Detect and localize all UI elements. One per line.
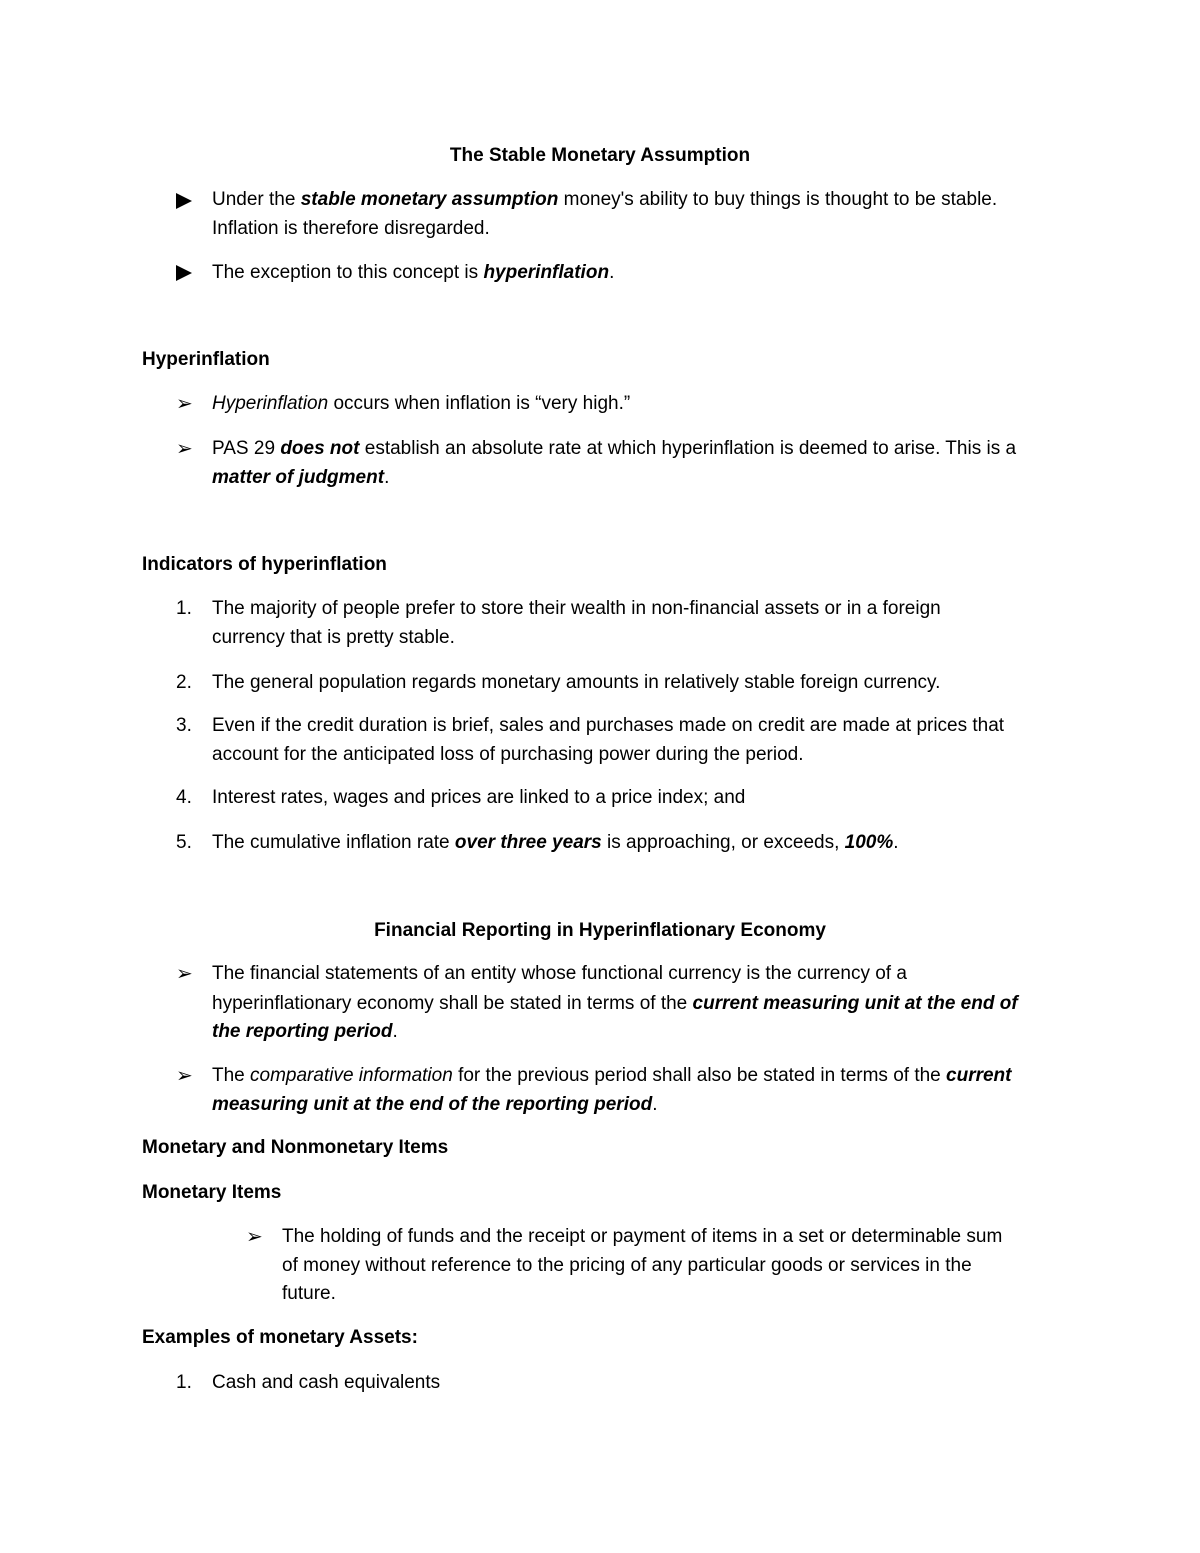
indicator-3-line2: account for the anticipated loss of purchasing power during the period. — [212, 744, 804, 765]
text-run: The — [212, 1065, 251, 1086]
list-number: 4. — [176, 787, 192, 808]
emphasis-text: does not — [280, 438, 360, 459]
list-number: 1. — [176, 598, 192, 619]
indicator-5 — [212, 832, 899, 854]
text-run: PAS 29 — [212, 438, 281, 459]
bullet-arrow-icon: ➢ — [246, 1226, 263, 1248]
bullet-triangle-icon — [176, 265, 192, 281]
section-title-stable-monetary: The Stable Monetary Assumption — [449, 145, 751, 166]
hyper-bullet-2-line2 — [212, 467, 389, 489]
text-run: Under the — [212, 189, 301, 210]
list-number: 3. — [176, 715, 192, 736]
emphasis-text: the reporting period — [212, 1021, 393, 1042]
text-run: The exception to this concept is — [212, 262, 484, 283]
text-run: is approaching, or exceeds, — [601, 832, 845, 853]
reporting-bullet-1-line1: The financial statements of an entity whose functional currency is the currency of a — [212, 963, 907, 984]
emphasis-text: matter of judgment — [212, 467, 385, 488]
reporting-bullet-2-line2 — [212, 1094, 657, 1116]
list-number: 2. — [176, 672, 192, 693]
text-run: The cumulative inflation rate — [212, 832, 455, 853]
stable-bullet-1-line2: Inflation is therefore disregarded. — [212, 218, 490, 239]
indicator-4: Interest rates, wages and prices are linked to a price index; and — [212, 787, 746, 808]
reporting-bullet-1-line3 — [212, 1021, 398, 1043]
list-number: 1. — [176, 1372, 192, 1393]
text-run: . — [384, 467, 390, 488]
bullet-arrow-icon: ➢ — [176, 963, 193, 985]
bullet-arrow-icon: ➢ — [176, 393, 193, 415]
hyper-bullet-1 — [212, 393, 630, 415]
emphasis-text: current — [946, 1065, 1012, 1086]
section-title-hyperinflation: Hyperinflation — [142, 349, 270, 370]
example-item-1: Cash and cash equivalents — [212, 1372, 441, 1393]
bullet-arrow-icon: ➢ — [176, 1065, 193, 1087]
bullet-triangle-icon — [176, 193, 192, 209]
emphasis-text: 100% — [844, 832, 894, 853]
indicator-3-line1: Even if the credit duration is brief, sales and purchases made on credit are made at prices that — [212, 715, 1005, 736]
monetary-items-bullet-line3: future. — [282, 1283, 336, 1304]
text-run: . — [609, 262, 615, 283]
stable-bullet-2 — [212, 262, 614, 284]
list-number: 5. — [176, 832, 192, 853]
italic-text: comparative information — [250, 1065, 453, 1086]
emphasis-text: current measuring unit at the end of — [692, 993, 1018, 1014]
subsection-title-monetary-items: Monetary Items — [142, 1182, 282, 1203]
monetary-items-bullet-line1: The holding of funds and the receipt or payment of items in a set or determinable sum — [282, 1226, 1003, 1247]
hyper-bullet-2-line1 — [212, 438, 1016, 460]
text-run: . — [392, 1021, 398, 1042]
indicator-2: The general population regards monetary amounts in relatively stable foreign currency. — [212, 672, 941, 693]
section-title-financial-reporting: Financial Reporting in Hyperinflationary Economy — [374, 920, 826, 941]
text-run: . — [893, 832, 899, 853]
emphasis-text: hyperinflation — [483, 262, 610, 283]
section-title-monetary-nonmonetary: Monetary and Nonmonetary Items — [142, 1137, 449, 1158]
text-run: establish an absolute rate at which hyperinflation is deemed to arise. This is a — [359, 438, 1017, 459]
examples-title: Examples of monetary Assets: — [142, 1327, 418, 1348]
stable-bullet-1-line1 — [212, 189, 997, 211]
indicator-1-line2: currency that is pretty stable. — [212, 627, 455, 648]
text-run: . — [652, 1094, 658, 1115]
italic-text: Hyperinflation — [212, 393, 329, 414]
emphasis-text: over three years — [454, 832, 602, 853]
section-title-indicators: Indicators of hyperinflation — [142, 554, 387, 575]
text-run: for the previous period shall also be stated in terms of the — [452, 1065, 947, 1086]
monetary-items-bullet-line2: of money without reference to the pricing of any particular goods or services in the — [282, 1255, 972, 1276]
text-run: hyperinflationary economy shall be stated in terms of the — [212, 993, 693, 1014]
reporting-bullet-2-line1 — [212, 1065, 1011, 1087]
text-run: occurs when inflation is “very high.” — [328, 393, 631, 414]
emphasis-text: stable monetary assumption — [300, 189, 559, 210]
text-run: money's ability to buy things is thought to be stable. — [558, 189, 998, 210]
reporting-bullet-1-line2 — [212, 993, 1018, 1015]
bullet-arrow-icon: ➢ — [176, 438, 193, 460]
emphasis-text: measuring unit at the end of the reporting period — [212, 1094, 653, 1115]
indicator-1-line1: The majority of people prefer to store their wealth in non-financial assets or in a foreign — [212, 598, 941, 619]
